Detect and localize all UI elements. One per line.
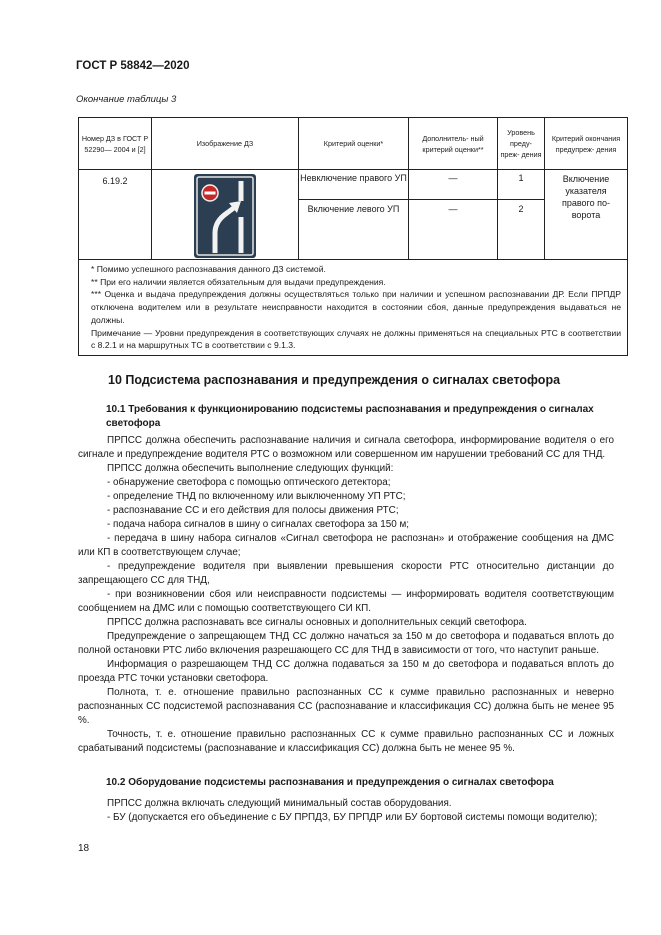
paragraph: ПРПСС должна распознавать все сигналы основных и дополнительных секций светофора. xyxy=(107,617,527,628)
list-item: - БУ (допускается его объединение с БУ ПРПДЗ, БУ ПРПДР или БУ бортовой системы помощи водителю); xyxy=(107,812,598,823)
list-item: - распознавание СС и его действия для полосы движения РТС; xyxy=(107,505,399,516)
list-item: - при возникновении сбоя или неисправности подсистемы — информировать водителя соответствующим сообщением на ДМС или с помощью соответствующего СИ КП. xyxy=(78,589,614,614)
footnote: *** Оценка и выдача предупреждения должны осуществляться только при наличии и успешном распознавании ДР. Если ПРПДР отключена водителем или в результате неисправности находится в состоянии сбоя, данные предупреждения выдаваться не должны. xyxy=(91,289,621,325)
table-notes xyxy=(79,260,628,356)
section-10-1-title: 10.1 Требования к функционированию подсистемы распознавания и предупреждения о сигналах светофора xyxy=(106,404,594,429)
list-item: - обнаружение светофора с помощью оптического детектора; xyxy=(107,477,391,488)
section-10-2-text xyxy=(78,797,614,825)
paragraph: ПРПСС должна обеспечить распознавание наличия и сигнала светофора, информирование водителя о его сигнале и предупреждение водителя РТС о возможном или совершенном им нарушении требований СС для ТНД. xyxy=(78,435,614,460)
document-header: ГОСТ Р 58842—2020 xyxy=(76,60,190,72)
paragraph: ПРПСС должна включать следующий минимальный состав оборудования. xyxy=(107,798,452,809)
table-3 xyxy=(78,117,628,356)
footnote: * Помимо успешного распознавания данного ДЗ системой. xyxy=(91,264,326,274)
level-cell: 1 xyxy=(498,170,545,200)
section-10-title: 10 Подсистема распознавания и предупреждения о сигналах светофора xyxy=(108,373,561,387)
table-header-row xyxy=(79,118,628,170)
paragraph: Предупреждение о запрещающем ТНД СС должно начаться за 150 м до светофора и подаваться вплоть до полной остановки РТС либо включения разрешающего СС для ТНД в зависимости от того, что наступит раньше. xyxy=(78,631,614,656)
additional-cell: — xyxy=(409,200,498,260)
paragraph: Точность, т. е. отношение правильно распознанных СС к сумме правильно распознанных СС и ложных срабатываний подсистемы (распознавание и классификация СС) должна быть не менее 95 %. xyxy=(78,729,614,754)
end-criterion-cell: Включение указателя правого по- ворота xyxy=(545,170,628,260)
lane-direction-sign-icon xyxy=(193,173,257,259)
table-caption: Окончание таблицы 3 xyxy=(76,94,177,105)
table-note: Примечание — Уровни предупреждения в соответствующих случаях не должны применяться на специальных РТС в соответствии с 8.2.1 и на маршрутных ТС в соответствии с 9.1.3. xyxy=(91,327,621,351)
list-item: - подача набора сигналов в шину о сигналах светофора за 150 м; xyxy=(107,519,409,530)
criterion-cell: Включение левого УП xyxy=(299,200,409,260)
list-item: - предупреждение водителя при выявлении превышения скорости РТС относительно дистанции до запрещающего СС для ТНД, xyxy=(78,561,614,586)
table-notes-row xyxy=(79,260,628,356)
list-item: - определение ТНД по включенному или выключенному УП РТС; xyxy=(107,491,406,502)
footnote: ** При его наличии является обязательным для выдачи предупреждения. xyxy=(91,276,386,287)
section-10-2-title: 10.2 Оборудование подсистемы распознавания и предупреждения о сигналах светофора xyxy=(106,777,554,788)
table-row xyxy=(79,170,628,200)
col-header-end: Критерий окончания предупреж- дения xyxy=(545,118,628,170)
paragraph: ПРПСС должна обеспечить выполнение следующих функций: xyxy=(107,463,394,474)
level-cell: 2 xyxy=(498,200,545,260)
sign-image-cell xyxy=(152,170,299,260)
paragraph: Информация о разрешающем ТНД СС должна подаваться за 150 м до светофора и подаваться вплоть до проезда РТС точки установки светофора. xyxy=(78,659,614,684)
col-header-additional: Дополнитель- ный критерий оценки** xyxy=(409,118,498,170)
sign-number: 6.19.2 xyxy=(79,170,152,260)
section-10-1-text xyxy=(78,434,614,756)
col-header-criterion: Критерий оценки* xyxy=(299,118,409,170)
list-item: - передача в шину набора сигналов «Сигнал светофора не распознан» и отображение сообщения на ДМС или КП в соответствующем случае; xyxy=(78,533,614,558)
paragraph: Полнота, т. е. отношение правильно распознанных СС к сумме правильно распознанных и неверно распознанных СС подсистемой распознавания СС (распознавание и классификация СС) должна быть не менее 95 %. xyxy=(78,687,614,726)
additional-cell: — xyxy=(409,170,498,200)
criterion-cell: Невключение правого УП xyxy=(299,170,409,200)
page-number: 18 xyxy=(78,843,90,854)
col-header-image: Изображение ДЗ xyxy=(152,118,299,170)
col-header-number: Номер ДЗ в ГОСТ Р 52290— 2004 и [2] xyxy=(79,118,152,170)
col-header-level: Уровень преду- преж- дения xyxy=(498,118,545,170)
